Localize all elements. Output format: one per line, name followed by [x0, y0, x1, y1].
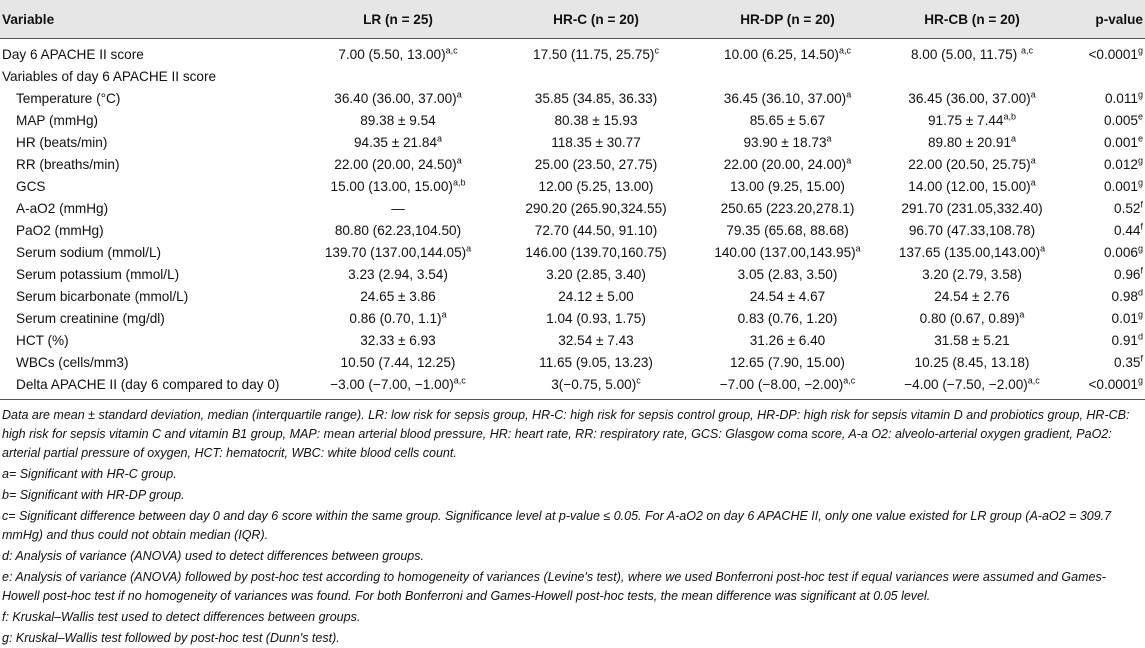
cell-hrc — [496, 198, 696, 220]
cell-hrcb — [879, 198, 1065, 220]
cell-hrcb-superscript: a — [1019, 309, 1025, 320]
cell-variable — [0, 242, 300, 264]
cell-hrc-text: 35.85 (34.85, 36.33) — [534, 91, 658, 106]
footnote-main: Data are mean ± standard deviation, median (interquartile range). LR: low risk for sepsis group, HR-C: high risk for sepsis control group, HR-DP: high risk for sepsis vitamin D and probiotics group, HR-CB: high risk for sepsis vitamin C and vitamin B1 group, MAP: mean arterial blood pressure, HR: heart rate, RR: respiratory rate, GCS: Glasgow coma score, A-a O2: alveolo-arterial oxygen gradient, PaO2: arterial partial pressure of oxygen, HCT: hematocrit, WBC: white blood cells count. — [2, 408, 1130, 460]
cell-hrcb-text: 14.00 (12.00, 15.00) — [908, 179, 1031, 194]
cell-p-text: 0.96 — [1114, 267, 1141, 282]
cell-hrcb-text: 8.00 (5.00, 11.75) — [910, 47, 1022, 62]
table-row — [0, 39, 1145, 67]
cell-hrdp-text: 85.65 ± 5.67 — [749, 113, 826, 128]
cell-hrcb-superscript: a — [1011, 133, 1017, 144]
cell-variable — [0, 88, 300, 110]
cell-hrc-text: 11.65 (9.05, 13.23) — [539, 355, 653, 370]
cell-p — [1065, 154, 1145, 176]
cell-p-text: 0.012 — [1103, 157, 1138, 172]
cell-hrc-text: 80.38 ± 15.93 — [554, 113, 638, 128]
table-row — [0, 132, 1145, 154]
cell-p-superscript: f — [1140, 265, 1143, 276]
cell-hrdp — [696, 176, 879, 198]
cell-lr — [300, 308, 496, 330]
cell-hrcb — [879, 132, 1065, 154]
cell-hrc — [496, 264, 696, 286]
cell-hrc-superscript: c — [636, 375, 641, 386]
cell-hrcb — [879, 242, 1065, 264]
cell-lr — [300, 352, 496, 374]
cell-hrc — [496, 66, 696, 88]
cell-hrc-text: 3(−0.75, 5.00) — [551, 377, 637, 392]
cell-hrcb-text: 36.45 (36.00, 37.00) — [908, 91, 1031, 106]
cell-lr-text: 89.38 ± 9.54 — [360, 113, 436, 128]
cell-lr-superscript: a,c — [453, 375, 466, 386]
footnote-b: b= Significant with HR-DP group. — [2, 488, 185, 502]
cell-p — [1065, 198, 1145, 220]
cell-variable — [0, 330, 300, 352]
cell-hrc-text: 1.04 (0.93, 1.75) — [546, 311, 646, 326]
cell-hrcb-text: 137.65 (135.00,143.00) — [898, 245, 1041, 260]
cell-p — [1065, 176, 1145, 198]
cell-p-superscript: f — [1140, 221, 1143, 232]
cell-variable — [0, 110, 300, 132]
cell-lr — [300, 242, 496, 264]
cell-hrc — [496, 176, 696, 198]
cell-hrc — [496, 39, 696, 67]
cell-hrc-text: 146.00 (139.70,160.75) — [525, 245, 667, 260]
cell-p-text: <0.0001 — [1088, 377, 1138, 392]
header-pvalue: p-value — [1065, 0, 1145, 39]
cell-hrc-text: 24.12 ± 5.00 — [558, 289, 634, 304]
cell-hrcb — [879, 308, 1065, 330]
cell-hrdp-text: 12.65 (7.90, 15.00) — [730, 355, 845, 370]
cell-variable-text: PaO2 (mmHg) — [16, 223, 104, 238]
cell-variable-text: Serum bicarbonate (mmol/L) — [16, 289, 189, 304]
cell-variable-text: RR (breaths/min) — [16, 157, 120, 172]
cell-variable-text: HR (beats/min) — [16, 135, 108, 150]
cell-hrc-text: 12.00 (5.25, 13.00) — [538, 179, 654, 194]
cell-lr-superscript: a — [466, 243, 472, 254]
cell-variable — [0, 352, 300, 374]
cell-hrcb — [879, 374, 1065, 400]
cell-lr-superscript: a — [456, 89, 462, 100]
cell-p — [1065, 264, 1145, 286]
cell-hrc-text: 118.35 ± 30.77 — [551, 135, 641, 150]
cell-variable-text: GCS — [16, 179, 46, 194]
cell-lr-superscript: a,b — [452, 177, 466, 188]
cell-hrc — [496, 330, 696, 352]
cell-hrc — [496, 242, 696, 264]
cell-p-superscript: g — [1137, 45, 1143, 56]
cell-variable-text: WBCs (cells/mm3) — [16, 355, 129, 370]
cell-variable-text: Serum creatinine (mg/dl) — [16, 311, 165, 326]
cell-hrcb-text: 291.70 (231.05,332.40) — [901, 201, 1043, 216]
cell-hrcb-superscript: a,c — [1027, 375, 1040, 386]
cell-hrdp — [696, 88, 879, 110]
cell-p-text: 0.001 — [1103, 135, 1138, 150]
cell-hrc — [496, 308, 696, 330]
cell-variable-text: Serum sodium (mmol/L) — [16, 245, 162, 260]
cell-lr-superscript: a — [441, 309, 447, 320]
cell-p-superscript: g — [1137, 89, 1143, 100]
cell-hrc-text: 3.20 (2.85, 3.40) — [546, 267, 646, 282]
cell-p-text: 0.52 — [1114, 201, 1141, 216]
cell-hrdp-superscript: a,c — [838, 45, 851, 56]
cell-hrcb-text: 22.00 (20.50, 25.75) — [908, 157, 1031, 172]
cell-variable — [0, 308, 300, 330]
cell-lr — [300, 330, 496, 352]
cell-hrcb-superscript: a — [1030, 89, 1036, 100]
cell-p-text: 0.001 — [1103, 179, 1138, 194]
cell-hrdp — [696, 66, 879, 88]
cell-p — [1065, 132, 1145, 154]
cell-hrdp — [696, 374, 879, 400]
cell-hrcb-text: 89.80 ± 20.91 — [927, 135, 1012, 150]
cell-variable — [0, 286, 300, 308]
cell-hrdp-superscript: a — [846, 155, 852, 166]
cell-hrc — [496, 220, 696, 242]
cell-hrcb — [879, 264, 1065, 286]
cell-hrcb-text: 24.54 ± 2.76 — [934, 289, 1010, 304]
cell-variable-text: MAP (mmHg) — [16, 113, 99, 128]
table-row — [0, 198, 1145, 220]
cell-hrcb-text: 91.75 ± 7.44 — [927, 113, 1004, 128]
cell-variable — [0, 264, 300, 286]
cell-variable — [0, 374, 300, 400]
cell-p — [1065, 220, 1145, 242]
cell-hrcb-superscript: a — [1030, 177, 1036, 188]
cell-p-text: 0.91 — [1111, 333, 1138, 348]
cell-lr-text: 0.86 (0.70, 1.1) — [349, 311, 442, 326]
cell-p-superscript: e — [1137, 133, 1143, 144]
cell-hrdp — [696, 286, 879, 308]
cell-hrdp-superscript: a — [855, 243, 861, 254]
cell-variable — [0, 220, 300, 242]
cell-hrdp-superscript: a — [846, 89, 852, 100]
cell-hrcb — [879, 352, 1065, 374]
cell-variable-text: Day 6 APACHE II score — [2, 47, 144, 62]
cell-hrc — [496, 132, 696, 154]
cell-hrdp-text: 250.65 (223.20,278.1) — [720, 201, 855, 216]
cell-hrcb — [879, 110, 1065, 132]
table-row — [0, 374, 1145, 400]
cell-lr-text: 3.23 (2.94, 3.54) — [348, 267, 448, 282]
cell-lr-text: −3.00 (−7.00, −1.00) — [330, 377, 454, 392]
cell-hrc-superscript: c — [654, 45, 659, 56]
header-hrdp: HR-DP (n = 20) — [696, 0, 879, 39]
cell-hrdp — [696, 132, 879, 154]
cell-hrcb-superscript: a,c — [1021, 45, 1034, 56]
cell-hrdp-text: 10.00 (6.25, 14.50) — [724, 47, 839, 62]
footnote-c: c= Significant difference between day 0 and day 6 score within the same group. Significance level at p-value ≤ 0.05. For A-aO2 on day 6 APACHE II, only one value existed for LR group (A-aO2 = 309.7 mmHg) and thus could not obtain median (IQR). — [2, 509, 1112, 542]
table-row — [0, 308, 1145, 330]
cell-lr-text: 139.70 (137.00,144.05) — [324, 245, 467, 260]
footnote-e: e: Analysis of variance (ANOVA) followed by post-hoc test according to homogeneity of variances (Levine's test), where we used Bonferroni post-hoc test if equal variances were assumed and Games-Howell post-hoc test if no homogeneity of variances was found. For both Bonferroni and Games-Howell post-hoc tests, the mean difference was significant at 0.05 level. — [2, 570, 1106, 603]
cell-variable-text: Variables of day 6 APACHE II score — [2, 69, 217, 84]
cell-p — [1065, 110, 1145, 132]
header-lr: LR (n = 25) — [300, 0, 496, 39]
table-row — [0, 154, 1145, 176]
cell-hrdp — [696, 242, 879, 264]
table-row — [0, 66, 1145, 88]
footnote-f: f: Kruskal–Wallis test used to detect differences between groups. — [2, 610, 361, 624]
table-row — [0, 110, 1145, 132]
cell-hrc-text: 17.50 (11.75, 25.75) — [533, 47, 655, 62]
header-row — [0, 0, 1145, 39]
cell-hrc — [496, 374, 696, 400]
cell-lr — [300, 198, 496, 220]
cell-hrdp — [696, 154, 879, 176]
table-row — [0, 220, 1145, 242]
cell-hrdp — [696, 110, 879, 132]
cell-p — [1065, 308, 1145, 330]
cell-hrc-text: 32.54 ± 7.43 — [558, 333, 634, 348]
cell-hrdp — [696, 39, 879, 67]
cell-hrcb — [879, 286, 1065, 308]
cell-variable — [0, 154, 300, 176]
cell-p-superscript: f — [1140, 353, 1143, 364]
cell-hrdp-superscript: a — [826, 133, 832, 144]
cell-hrcb — [879, 39, 1065, 67]
cell-p-superscript: g — [1137, 155, 1143, 166]
cell-variable — [0, 39, 300, 67]
cell-variable-text: Delta APACHE II (day 6 compared to day 0) — [16, 377, 280, 392]
cell-p-superscript: g — [1137, 375, 1143, 386]
table-row — [0, 242, 1145, 264]
cell-hrcb-superscript: a — [1030, 155, 1036, 166]
table-row — [0, 88, 1145, 110]
cell-hrdp-text: 22.00 (20.00, 24.00) — [723, 157, 847, 172]
cell-variable — [0, 176, 300, 198]
cell-p-text: 0.01 — [1111, 311, 1138, 326]
cell-hrdp-text: 13.00 (9.25, 15.00) — [730, 179, 845, 194]
cell-hrcb-superscript: a,b — [1003, 111, 1016, 122]
cell-hrdp-text: 79.35 (65.68, 88.68) — [726, 223, 849, 238]
cell-p — [1065, 242, 1145, 264]
cell-hrcb — [879, 88, 1065, 110]
cell-hrdp-text: 24.54 ± 4.67 — [749, 289, 826, 304]
cell-hrc — [496, 154, 696, 176]
header-variable: Variable — [0, 0, 300, 39]
cell-hrdp-text: 140.00 (137.00,143.95) — [714, 245, 856, 260]
cell-hrcb — [879, 220, 1065, 242]
cell-lr-text: 32.33 ± 6.93 — [360, 333, 436, 348]
cell-lr-text: 36.40 (36.00, 37.00) — [334, 91, 457, 106]
cell-hrdp-text: 31.26 ± 6.40 — [749, 333, 826, 348]
cell-hrcb-text: 3.20 (2.79, 3.58) — [922, 267, 1022, 282]
table-row — [0, 176, 1145, 198]
cell-lr — [300, 132, 496, 154]
cell-hrcb — [879, 66, 1065, 88]
table-row — [0, 352, 1145, 374]
cell-lr-superscript: a — [456, 155, 462, 166]
cell-p — [1065, 352, 1145, 374]
cell-hrcb — [879, 176, 1065, 198]
cell-p-superscript: g — [1137, 309, 1143, 320]
cell-lr-text: 15.00 (13.00, 15.00) — [330, 179, 453, 194]
cell-p — [1065, 286, 1145, 308]
cell-hrc-text: 290.20 (265.90,324.55) — [525, 201, 667, 216]
cell-hrcb-text: 0.80 (0.67, 0.89) — [919, 311, 1020, 326]
cell-p-superscript: d — [1137, 287, 1143, 298]
cell-p-text: 0.35 — [1114, 355, 1141, 370]
cell-p-text: <0.0001 — [1088, 47, 1138, 62]
cell-lr — [300, 220, 496, 242]
cell-hrdp — [696, 352, 879, 374]
cell-lr — [300, 374, 496, 400]
cell-hrc-text: 25.00 (23.50, 27.75) — [534, 157, 658, 172]
cell-p-superscript: g — [1137, 243, 1143, 254]
cell-variable — [0, 198, 300, 220]
footnote-a: a= Significant with HR-C group. — [2, 467, 177, 481]
cell-hrc — [496, 110, 696, 132]
cell-p-text: 0.011 — [1104, 91, 1138, 106]
cell-lr-text: 7.00 (5.50, 13.00) — [338, 47, 446, 62]
cell-hrdp-text: 36.45 (36.10, 37.00) — [723, 91, 847, 106]
cell-p — [1065, 66, 1145, 88]
cell-hrc-text: 72.70 (44.50, 91.10) — [534, 223, 658, 238]
cell-lr — [300, 264, 496, 286]
cell-hrc — [496, 88, 696, 110]
cell-variable-text: Temperature (°C) — [16, 91, 121, 106]
table-row — [0, 330, 1145, 352]
cell-lr — [300, 39, 496, 67]
cell-hrdp-text: 93.90 ± 18.73 — [743, 135, 827, 150]
cell-p-superscript: d — [1137, 331, 1143, 342]
cell-hrdp — [696, 220, 879, 242]
cell-lr-text: — — [391, 201, 405, 216]
table-row — [0, 264, 1145, 286]
cell-p — [1065, 330, 1145, 352]
cell-lr-text: 10.50 (7.44, 12.25) — [340, 355, 456, 370]
cell-hrc — [496, 352, 696, 374]
cell-lr-text: 80.80 (62.23,104.50) — [334, 223, 462, 238]
cell-hrcb-text: 96.70 (47.33,108.78) — [908, 223, 1036, 238]
cell-hrdp — [696, 308, 879, 330]
cell-p-superscript: e — [1137, 111, 1143, 122]
table-row — [0, 286, 1145, 308]
cell-lr — [300, 286, 496, 308]
cell-p-text: 0.006 — [1103, 245, 1138, 260]
cell-variable-text: HCT (%) — [16, 333, 69, 348]
cell-hrcb-text: 10.25 (8.45, 13.18) — [914, 355, 1030, 370]
cell-hrdp-superscript: a,c — [843, 375, 856, 386]
cell-hrdp-text: −7.00 (−8.00, −2.00) — [719, 377, 844, 392]
cell-hrcb — [879, 330, 1065, 352]
cell-hrcb — [879, 154, 1065, 176]
cell-lr-superscript: a,c — [445, 45, 458, 56]
cell-variable-text: A-aO2 (mmHg) — [16, 201, 109, 216]
cell-hrdp-text: 3.05 (2.83, 3.50) — [737, 267, 838, 282]
cell-p-text: 0.44 — [1114, 223, 1141, 238]
cell-hrcb-superscript: a — [1040, 243, 1046, 254]
cell-p-superscript: g — [1137, 177, 1143, 188]
cell-p — [1065, 88, 1145, 110]
cell-p-text: 0.98 — [1111, 289, 1138, 304]
cell-lr — [300, 110, 496, 132]
header-hrc: HR-C (n = 20) — [496, 0, 696, 39]
cell-hrdp — [696, 264, 879, 286]
cell-hrc — [496, 286, 696, 308]
cell-p-superscript: f — [1140, 199, 1143, 210]
cell-lr-superscript: a — [437, 133, 443, 144]
cell-lr — [300, 176, 496, 198]
cell-lr-text: 94.35 ± 21.84 — [353, 135, 438, 150]
header-hrcb: HR-CB (n = 20) — [879, 0, 1065, 39]
footnote-d: d: Analysis of variance (ANOVA) used to detect differences between groups. — [2, 549, 424, 563]
cell-p — [1065, 374, 1145, 400]
cell-variable-text: Serum potassium (mmol/L) — [16, 267, 180, 282]
cell-p-text: 0.005 — [1103, 113, 1138, 128]
cell-lr — [300, 66, 496, 88]
cell-hrdp — [696, 198, 879, 220]
cell-variable — [0, 132, 300, 154]
cell-lr — [300, 154, 496, 176]
cell-hrcb-text: −4.00 (−7.50, −2.00) — [904, 377, 1028, 392]
table-body — [0, 39, 1145, 400]
table-footnotes — [0, 400, 1145, 648]
cell-hrdp-text: 0.83 (0.76, 1.20) — [737, 311, 838, 326]
cell-lr-text: 24.65 ± 3.86 — [360, 289, 436, 304]
cell-hrdp — [696, 330, 879, 352]
cell-lr — [300, 88, 496, 110]
cell-p — [1065, 39, 1145, 67]
footnote-g: g: Kruskal–Wallis test followed by post-hoc test (Dunn's test). — [2, 631, 340, 645]
cell-lr-text: 22.00 (20.00, 24.50) — [334, 157, 457, 172]
cell-variable — [0, 66, 300, 88]
cell-hrcb-text: 31.58 ± 5.21 — [934, 333, 1010, 348]
